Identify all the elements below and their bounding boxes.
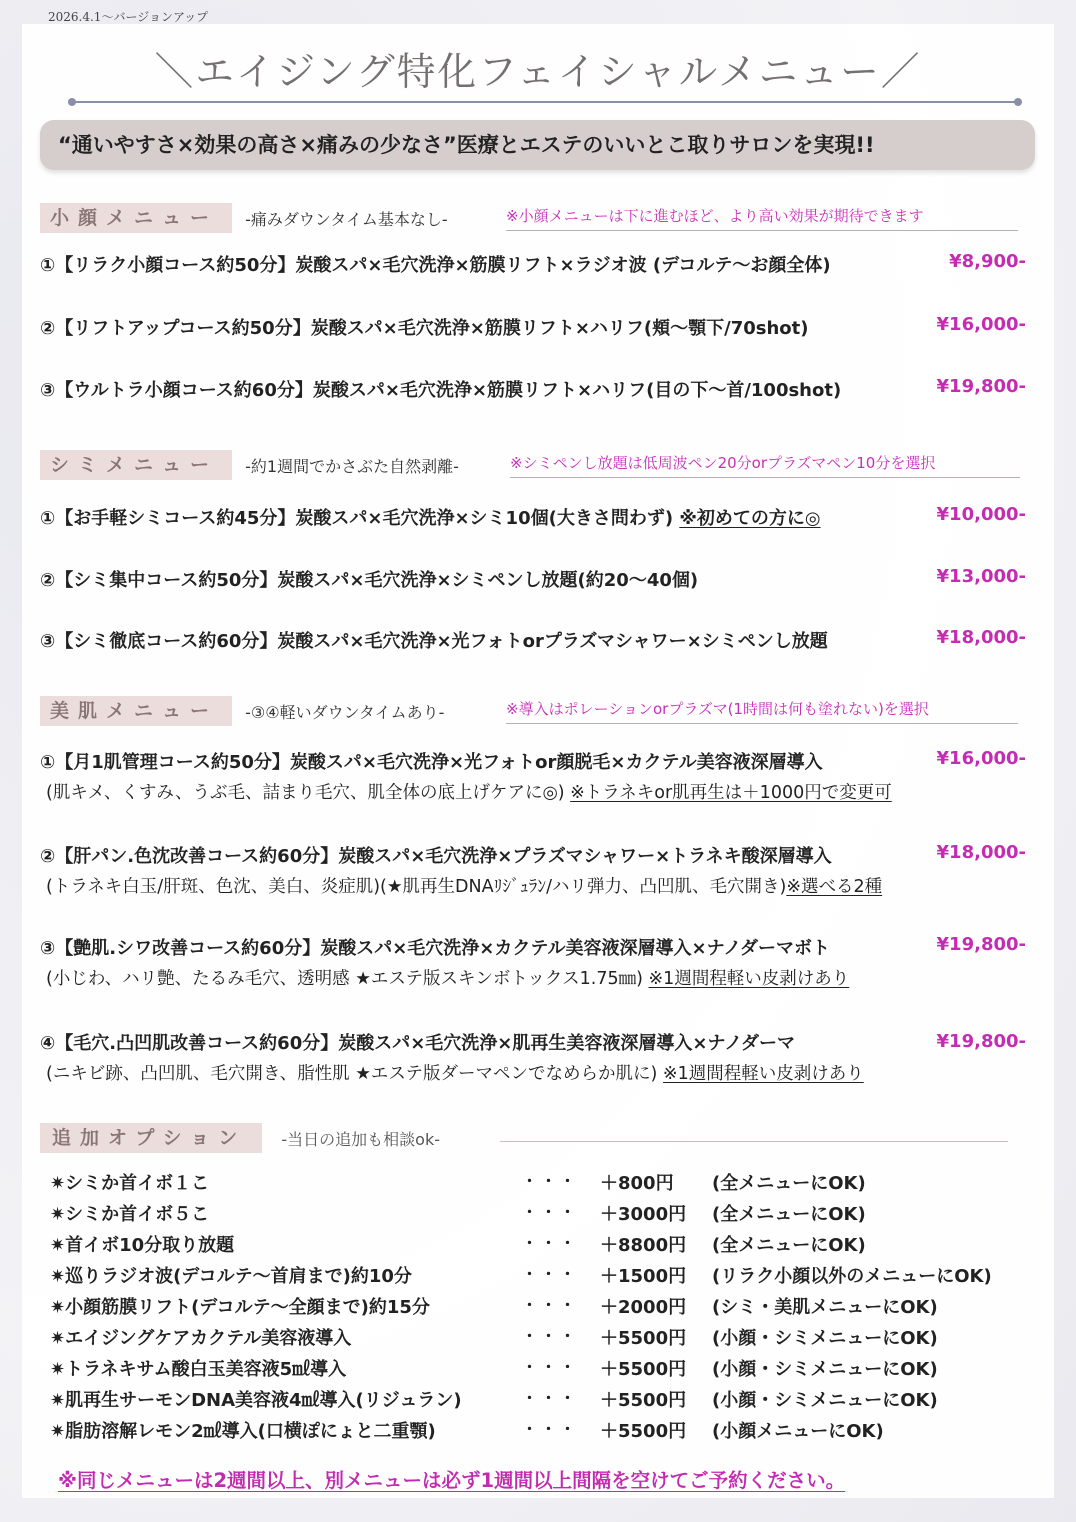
option-4-price: ＋1500円 [600, 1266, 687, 1287]
bihada-item-4-price: ¥19,800- [936, 1031, 1026, 1052]
section-options-header [40, 1123, 440, 1151]
option-7-note: (小顔・シミメニューにOK) [712, 1359, 938, 1380]
section-kogao-note: ※小顔メニューは下に進むほど、より高い効果が期待できます [506, 205, 1018, 231]
bihada-item-3-desc-note: ※1週間程軽い皮剥けあり [648, 969, 850, 989]
option-2-name: ✷シミか首イボ５こ [50, 1204, 210, 1225]
bihada-item-3: ③【艶肌.シワ改善コース約60分】炭酸スパ×毛穴洗浄×カクテル美容液深層導入×ナノダーマボト [40, 938, 831, 959]
option-6-name: ✷エイジングケアカクテル美容液導入 [50, 1328, 352, 1349]
option-5-name: ✷小顔筋膜リフト(デコルテ〜全顔まで)約15分 [50, 1297, 430, 1318]
option-1-price: ＋800円 [600, 1173, 674, 1194]
option-4-dots: ・・・ [522, 1265, 580, 1283]
option-8-price: ＋5500円 [600, 1390, 687, 1411]
option-6-dots: ・・・ [522, 1327, 580, 1345]
section-kogao-label: 小顔メニュー [40, 203, 232, 233]
option-3-price: ＋8800円 [600, 1235, 687, 1256]
section-shimi-note: ※シミペンし放題は低周波ペン20分orプラズマペン10分を選択 [510, 452, 1020, 478]
section-bihada-note: ※導入はポレーションorプラズマ(1時間は何も塗れない)を選択 [506, 698, 1018, 724]
bihada-item-3-desc-text: (小じわ、ハリ艶、たるみ毛穴、透明感 ★エステ版スキンボトックス1.75㎜) [46, 969, 649, 989]
shimi-item-2-price: ¥13,000- [936, 566, 1026, 587]
option-4-note: (リラク小顔以外のメニューにOK) [712, 1266, 992, 1287]
options-divider [500, 1141, 1008, 1142]
bihada-item-1-desc-note: ※トラネキor肌再生は＋1000円で変更可 [570, 783, 892, 803]
kogao-item-3: ③【ウルトラ小顔コース約60分】炭酸スパ×毛穴洗浄×筋膜リフト×ハリフ(目の下〜首/100shot) [40, 380, 842, 401]
booking-interval-notice: ※同じメニューは2週間以上、別メニューは必ず1週間以上間隔を空けてご予約ください。 [58, 1469, 846, 1492]
kogao-item-2-price: ¥16,000- [936, 314, 1026, 335]
bihada-item-4: ④【毛穴.凸凹肌改善コース約60分】炭酸スパ×毛穴洗浄×肌再生美容液深層導入×ナノダーマ [40, 1033, 795, 1054]
option-7-dots: ・・・ [522, 1358, 580, 1376]
bihada-item-2-desc-note: ※選べる2種 [786, 877, 883, 897]
shimi-item-1-text: ①【お手軽シミコース約45分】炭酸スパ×毛穴洗浄×シミ10個(大きさ問わず) [40, 508, 680, 529]
divider-dot-left [68, 98, 76, 106]
option-9-price: ＋5500円 [600, 1421, 687, 1442]
option-1-dots: ・・・ [522, 1172, 580, 1190]
option-3-note: (全メニューにOK) [712, 1235, 866, 1256]
option-3-name: ✷首イボ10分取り放題 [50, 1235, 235, 1256]
section-kogao-sub: -痛みダウンタイム基本なし- [245, 209, 448, 229]
option-5-dots: ・・・ [522, 1296, 580, 1314]
bihada-item-3-price: ¥19,800- [936, 934, 1026, 955]
concept-banner: “通いやすさ×効果の高さ×痛みの少なさ”医療とエステのいいとこ取りサロンを実現!! [40, 120, 1035, 170]
section-options-sub: -当日の追加も相談ok- [281, 1129, 440, 1149]
option-2-price: ＋3000円 [600, 1204, 687, 1225]
bihada-item-1-desc [46, 779, 892, 804]
section-bihada-label: 美肌メニュー [40, 696, 232, 726]
bihada-item-4-desc-text: (ニキビ跡、凸凹肌、毛穴開き、脂性肌 ★エステ版ダーマペンでなめらか肌に) [46, 1064, 663, 1084]
section-shimi-sub: -約1週間でかさぶた自然剥離- [245, 456, 459, 476]
title-divider [72, 101, 1018, 103]
option-8-note: (小顔・シミメニューにOK) [712, 1390, 938, 1411]
kogao-item-1-price: ¥8,900- [949, 251, 1026, 272]
bihada-item-4-desc-note: ※1週間程軽い皮剥けあり [662, 1064, 864, 1084]
option-2-note: (全メニューにOK) [712, 1204, 866, 1225]
section-bihada-header [40, 696, 929, 724]
option-2-dots: ・・・ [522, 1203, 580, 1221]
bihada-item-2: ②【肝パン.色沈改善コース約60分】炭酸スパ×毛穴洗浄×プラズマシャワー×トラネキ酸深層導入 [40, 846, 832, 867]
kogao-item-1: ①【リラク小顔コース約50分】炭酸スパ×毛穴洗浄×筋膜リフト×ラジオ波 (デコルテ〜お顔全体) [40, 255, 831, 276]
section-bihada-sub: -③④軽いダウンタイムあり- [245, 702, 445, 722]
option-9-note: (小顔メニューにOK) [712, 1421, 884, 1442]
option-6-price: ＋5500円 [600, 1328, 687, 1349]
option-6-note: (小顔・シミメニューにOK) [712, 1328, 938, 1349]
option-4-name: ✷巡りラジオ波(デコルテ〜首肩まで)約10分 [50, 1266, 412, 1287]
section-options-label: 追加オプション [40, 1123, 262, 1153]
bihada-item-1-desc-text: (肌キメ、くすみ、うぶ毛、詰まり毛穴、肌全体の底上げケアに◎) [46, 783, 571, 803]
section-kogao-header [40, 203, 924, 231]
option-8-dots: ・・・ [522, 1389, 580, 1407]
shimi-item-1-note: ※初めての方に◎ [679, 508, 821, 529]
option-8-name: ✷肌再生サーモンDNA美容液4㎖導入(リジュラン) [50, 1390, 462, 1411]
section-shimi-header [40, 450, 936, 478]
option-7-name: ✷トラネキサム酸白玉美容液5㎖導入 [50, 1359, 347, 1380]
option-1-note: (全メニューにOK) [712, 1173, 866, 1194]
option-9-name: ✷脂肪溶解レモン2㎖導入(口横ぽにょと二重顎) [50, 1421, 436, 1442]
kogao-item-2: ②【リフトアップコース約50分】炭酸スパ×毛穴洗浄×筋膜リフト×ハリフ(頬〜顎下/70shot) [40, 318, 809, 339]
kogao-item-3-price: ¥19,800- [936, 376, 1026, 397]
shimi-item-1 [40, 504, 821, 530]
bihada-item-4-desc [46, 1060, 864, 1085]
shimi-item-1-price: ¥10,000- [936, 504, 1026, 525]
bihada-item-1: ①【月1肌管理コース約50分】炭酸スパ×毛穴洗浄×光フォトor顔脱毛×カクテル美容液深層導入 [40, 752, 823, 773]
section-shimi-label: シミメニュー [40, 450, 232, 480]
shimi-item-2: ②【シミ集中コース約50分】炭酸スパ×毛穴洗浄×シミペンし放題(約20〜40個) [40, 570, 699, 591]
option-5-price: ＋2000円 [600, 1297, 687, 1318]
bihada-item-1-price: ¥16,000- [936, 748, 1026, 769]
option-9-dots: ・・・ [522, 1420, 580, 1438]
option-1-name: ✷シミか首イボ１こ [50, 1173, 210, 1194]
shimi-item-3-price: ¥18,000- [936, 627, 1026, 648]
option-5-note: (シミ・美肌メニューにOK) [712, 1297, 938, 1318]
option-7-price: ＋5500円 [600, 1359, 687, 1380]
bihada-item-2-desc-text: (トラネキ白玉/肝斑、色沈、美白、炎症肌)(★肌再生DNAﾘｼﾞｭﾗﾝ/ハリ弾力、凸凹肌、毛穴開き) [46, 877, 787, 897]
bihada-item-3-desc [46, 965, 849, 990]
page-title: ＼エイジング特化フェイシャルメニュー／ [154, 50, 922, 95]
bihada-item-2-price: ¥18,000- [936, 842, 1026, 863]
divider-dot-right [1014, 98, 1022, 106]
shimi-item-3: ③【シミ徹底コース約60分】炭酸スパ×毛穴洗浄×光フォトorプラズマシャワー×シミペンし放題 [40, 631, 828, 652]
version-note: 2026.4.1～バージョンアップ [48, 10, 209, 24]
bihada-item-2-desc [46, 873, 882, 898]
option-3-dots: ・・・ [522, 1234, 580, 1252]
